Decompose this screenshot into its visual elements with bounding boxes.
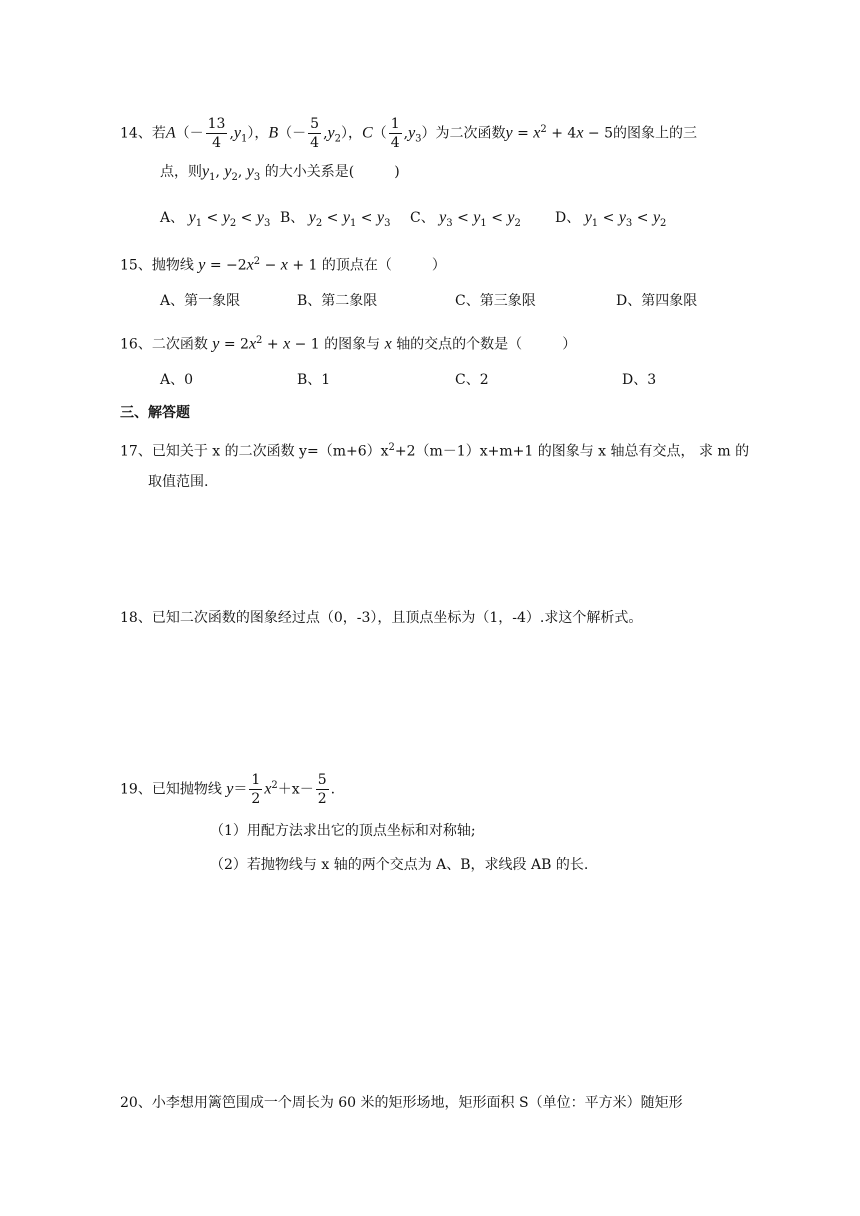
q19-subquestion-2: （2）若抛物线与 x 轴的两个交点为 A、B，求线段 AB 的长. xyxy=(210,857,589,873)
q16-options xyxy=(160,368,720,392)
q16-option-b[interactable]: B、1 xyxy=(297,372,331,388)
q15-options xyxy=(160,289,720,313)
q14-line1: 14、若A（－ $\frac{13}{4}$ $,y_1$），B（－ $\frac{5}{4}$ $,y_2$），C（ $\frac{1}{4}$ $,y_3$）为二次函数$y = x^2 + 4x - 5$的图象上的三 xyxy=(120,116,697,152)
q15-option-d[interactable]: D、第四象限 xyxy=(616,293,698,309)
q15-option-a[interactable]: A、第一象限 xyxy=(160,293,241,309)
q14-option-a[interactable]: A、 $y_1 < y_2 < y_3$ xyxy=(160,209,271,229)
q19-subquestion-1: （1）用配方法求出它的顶点坐标和对称轴; xyxy=(210,823,476,839)
q16-stem: 16、二次函数 $y = 2x^2 + x - 1$ 的图象与 x 轴的交点的个数是（ ） xyxy=(120,335,577,353)
q14-option-c[interactable]: C、 $y_3 < y_1 < y_2$ xyxy=(410,209,521,229)
q17-line2: 取值范围. xyxy=(148,474,209,490)
q20-stem: 20、小李想用篱笆围成一个周长为 60 米的矩形场地，矩形面积 S（单位：平方米）随矩形 xyxy=(120,1095,683,1111)
q15-option-c[interactable]: C、第三象限 xyxy=(455,293,536,309)
q18-stem: 18、已知二次函数的图象经过点（0，-3），且顶点坐标为（1，-4）.求这个解析式。 xyxy=(120,610,643,626)
q14-options xyxy=(160,206,720,230)
q16-option-c[interactable]: C、2 xyxy=(455,372,489,388)
q17-line1: 17、已知关于 x 的二次函数 $y=(m+6)x^2+2(m-1)x+m+1$ 的图象与 x 轴总有交点， 求 m 的 xyxy=(120,442,750,460)
q16-option-d[interactable]: D、3 xyxy=(622,372,657,388)
q19-stem: 19、已知抛物线 y＝ $\frac{1}{2}$ $x^2+x-$ $\frac{5}{2}$ . xyxy=(120,772,336,808)
fraction-13-4: $\frac{13}{4}$ xyxy=(207,116,226,152)
q14-option-b[interactable]: B、 $y_2 < y_1 < y_3$ xyxy=(280,209,391,229)
fraction-1-2: $\frac{1}{2}$ xyxy=(251,772,261,808)
fraction-5-4: $\frac{5}{4}$ xyxy=(310,116,320,152)
q14-option-d[interactable]: D、 $y_1 < y_3 < y_2$ xyxy=(555,209,667,229)
q15-option-b[interactable]: B、第二象限 xyxy=(297,293,378,309)
q16-option-a[interactable]: A、0 xyxy=(160,372,194,388)
fraction-5-2: $\frac{5}{2}$ xyxy=(317,772,327,808)
section-heading: 三、解答题 xyxy=(120,405,190,421)
fraction-1-4: $\frac{1}{4}$ xyxy=(390,116,400,152)
q15-stem: 15、抛物线 $y = -2x^2 - x + 1$ 的顶点在（ ） xyxy=(120,256,446,274)
q14-line2: 点，则$y_1$, $y_2$, $y_3$ 的大小关系是( ) xyxy=(160,163,400,183)
